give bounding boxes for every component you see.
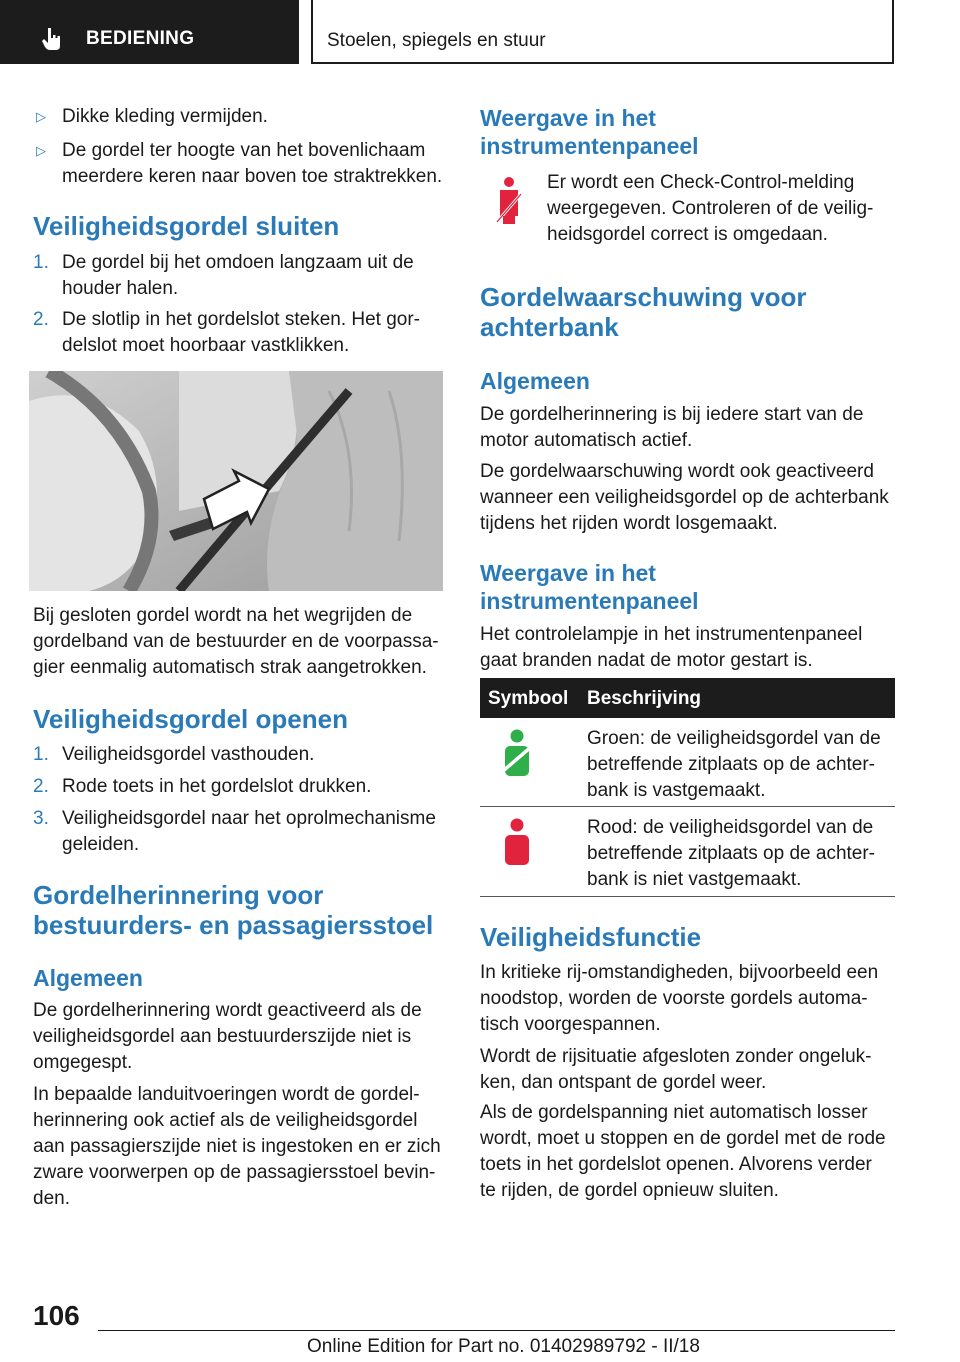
paragraph-line: heidsgordel correct is omgedaan.	[547, 224, 828, 245]
paragraph-line: tisch voorgespannen.	[480, 1014, 661, 1035]
paragraph-line: Het controlelampje in het instrumentenpaneel	[480, 624, 863, 645]
step-number: 2.	[33, 776, 49, 797]
step-text: houder halen.	[62, 278, 179, 299]
heading-achterbank: achterbank	[480, 312, 619, 342]
paragraph-line: De gordelwaarschuwing wordt ook geactiveerd	[480, 461, 874, 482]
page-number: 106	[33, 1300, 80, 1331]
paragraph-line: wordt, moet u stoppen en de gordel met de rode	[480, 1128, 886, 1149]
table-cell-text: betreffende zitplaats op de achter-	[587, 843, 876, 864]
paragraph-line: In kritieke rij-omstandigheden, bijvoorbeeld een	[480, 962, 879, 983]
step-number: 2.	[33, 309, 49, 330]
paragraph-line: noodstop, worden de voorste gordels automa-	[480, 988, 868, 1009]
paragraph-line: aan passagierszijde niet is ingestoken en er zich	[33, 1136, 441, 1157]
seatbelt-red-icon	[500, 818, 534, 868]
paragraph-line: Bij gesloten gordel wordt na het wegrijden de	[33, 605, 413, 626]
paragraph-line: Er wordt een Check-Control-melding	[547, 172, 855, 193]
step-text: Veiligheidsgordel naar het oprolmechanisme	[62, 808, 436, 829]
chapter-title	[311, 0, 894, 64]
table-header	[480, 678, 895, 718]
paragraph-line: herinnering ook actief als de veiligheidsgordel	[33, 1110, 418, 1131]
heading-weergave: Weergave in het	[480, 105, 656, 131]
step-text: delslot moet hoorbaar vastklikken.	[62, 335, 350, 356]
step-text: Veiligheidsgordel vasthouden.	[62, 744, 315, 765]
step-text: De slotlip in het gordelslot steken. Het gor-	[62, 309, 421, 330]
bullet-text: Dikke kleding vermijden.	[62, 106, 268, 127]
column-header-symbool: Symbool	[488, 688, 569, 709]
heading-weergave: instrumentenpaneel	[480, 133, 699, 159]
paragraph-line: Wordt de rijsituatie afgesloten zonder ongeluk-	[480, 1046, 872, 1067]
seatbelt-warning-icon	[493, 176, 525, 228]
table-cell-text: Rood: de veiligheidsgordel van de	[587, 817, 874, 838]
column-header-beschrijving: Beschrijving	[587, 688, 702, 709]
seatbelt-photo	[29, 371, 443, 591]
paragraph-line: De gordelherinnering is bij iedere start van de	[480, 404, 864, 425]
paragraph-line: De gordelherinnering wordt geactiveerd als de	[33, 1000, 422, 1021]
table-divider	[480, 806, 895, 807]
subheading-algemeen: Algemeen	[480, 368, 590, 394]
bullet-icon: ▷	[36, 109, 46, 124]
table-cell-text: betreffende zitplaats op de achter-	[587, 754, 876, 775]
step-number: 3.	[33, 808, 49, 829]
bullet-text: De gordel ter hoogte van het bovenlichaam	[62, 140, 426, 161]
heading-weergave: instrumentenpaneel	[480, 588, 699, 614]
paragraph-line: weergegeven. Controleren of de veilig-	[547, 198, 874, 219]
table-divider	[480, 896, 895, 897]
paragraph-line: tijdens het rijden wordt losgemaakt.	[480, 513, 778, 534]
paragraph-line: zware voorwerpen op de passagiersstoel bevin-	[33, 1162, 436, 1183]
paragraph-line: toets in het gordelslot openen. Alvorens verder	[480, 1154, 872, 1175]
table-cell-text: bank is vastgemaakt.	[587, 780, 766, 801]
step-number: 1.	[33, 252, 49, 273]
heading-sluiten: Veiligheidsgordel sluiten	[33, 211, 340, 241]
bullet-text: meerdere keren naar boven toe straktrekken.	[62, 166, 443, 187]
paragraph-line: motor automatisch actief.	[480, 430, 693, 451]
paragraph-line: veiligheidsgordel aan bestuurderszijde niet is	[33, 1026, 412, 1047]
paragraph-line: Als de gordelspanning niet automatisch losser	[480, 1102, 868, 1123]
paragraph-line: gier eenmalig automatisch strak aangetrokken.	[33, 657, 427, 678]
step-text: De gordel bij het omdoen langzaam uit de	[62, 252, 414, 273]
paragraph-line: wanneer een veiligheidsgordel op de achterbank	[480, 487, 889, 508]
heading-openen: Veiligheidsgordel openen	[33, 704, 348, 734]
paragraph-line: omgegespt.	[33, 1052, 133, 1073]
paragraph-line: gordelband van de bestuurder en de voorpassa-	[33, 631, 439, 652]
section-label: BEDIENING	[86, 28, 195, 49]
chapter-title-text: Stoelen, spiegels en stuur	[327, 30, 546, 51]
heading-herinnering: Gordelherinnering voor	[33, 880, 324, 910]
heading-achterbank: Gordelwaarschuwing voor	[480, 282, 807, 312]
bullet-icon: ▷	[36, 143, 46, 158]
hand-pointer-icon	[40, 26, 64, 52]
page-header	[0, 0, 960, 66]
footer-divider	[98, 1330, 895, 1331]
heading-herinnering: bestuurders- en passagiersstoel	[33, 910, 434, 940]
subheading-algemeen: Algemeen	[33, 965, 143, 991]
paragraph-line: te rijden, de gordel opnieuw sluiten.	[480, 1180, 779, 1201]
step-number: 1.	[33, 744, 49, 765]
paragraph-line: In bepaalde landuitvoeringen wordt de gordel-	[33, 1084, 420, 1105]
seatbelt-green-icon	[500, 729, 534, 779]
paragraph-line: gaat branden nadat de motor gestart is.	[480, 650, 813, 671]
paragraph-line: ken, dan ontspant de gordel weer.	[480, 1072, 767, 1093]
heading-veiligheidsfunctie: Veiligheidsfunctie	[480, 922, 702, 952]
paragraph-line: den.	[33, 1188, 70, 1209]
edition-note: Online Edition for Part no. 01402989792 - II/18	[307, 1336, 700, 1357]
step-text: geleiden.	[62, 834, 140, 855]
section-tab	[0, 0, 299, 64]
table-cell-text: bank is niet vastgemaakt.	[587, 869, 802, 890]
heading-weergave: Weergave in het	[480, 560, 656, 586]
table-cell-text: Groen: de veiligheidsgordel van de	[587, 728, 881, 749]
step-text: Rode toets in het gordelslot drukken.	[62, 776, 372, 797]
